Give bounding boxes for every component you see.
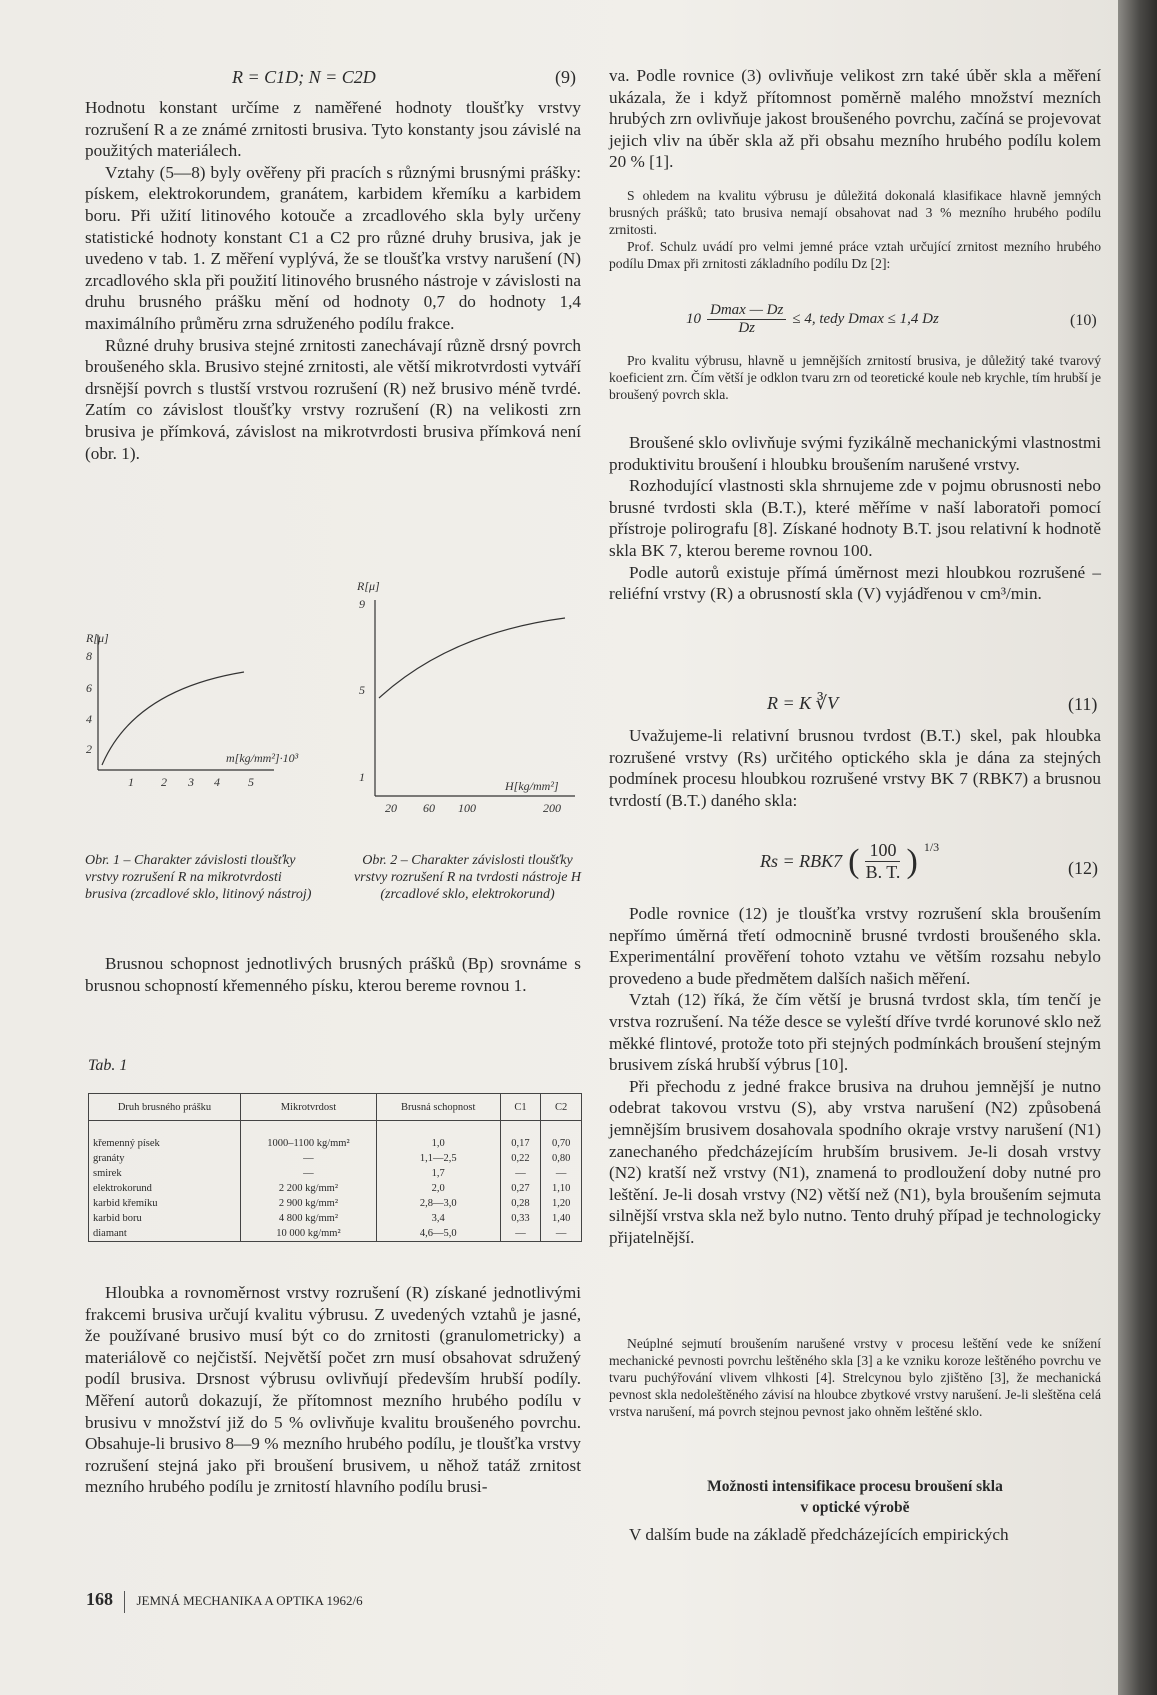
table-header: Druh brusného prášku bbox=[89, 1094, 241, 1121]
left-column-bottom bbox=[85, 1282, 581, 1498]
right-small-text-2 bbox=[609, 352, 1101, 403]
journal-name: JEMNÁ MECHANIKA A OPTIKA 1962/6 bbox=[136, 1593, 363, 1608]
x-axis-label: H[kg/mm²] bbox=[505, 779, 559, 793]
paragraph: Hloubka a rovnoměrnost vrstvy rozrušení (R) získané jednotlivými frakcemi brusiva určují kvalitu výbrusu. Z uvedených vztahů je jasné, že používané brusivo musí být co do zrnitosti (granulometricky) a materiálově co nejčistší. Největší počet zrn musí obsahovat sdružený podíl brusiva. Drsnost výbrusu ovlivňují především hrubší podíly. Měření autorů dokazují, že přítomnost mezního hrubého podílu v brusivu v množství již do 5 % ovlivňuje kvalitu broušeného povrchu. Obsahuje-li brusivo 8—9 % mezního hrubého podílu, je tloušťka vrstvy rozrušení stejná jako při broušení brusivem, u něhož tatáž zrnitost mezního hrubého podílu je zrnitostí hlavního podílu brusi- bbox=[85, 1283, 581, 1497]
paragraph: Hodnotu konstant určíme z naměřené hodnoty tloušťky vrstvy rozrušení R a ze známé zrnitosti brusiva. Tyto konstanty jsou závislé na použitých materiálech. bbox=[85, 98, 581, 161]
x-tick: 200 bbox=[543, 801, 561, 815]
paragraph: V dalším bude na základě předcházejících empirických bbox=[629, 1525, 1009, 1544]
right-column-last-line bbox=[609, 1524, 1101, 1546]
equation-11: R = K ∛V bbox=[767, 693, 839, 713]
table-row: diamant 10 000 kg/mm² 4,6—5,0 — — bbox=[89, 1226, 582, 1242]
x-tick: 100 bbox=[458, 801, 476, 815]
page-number: 168 bbox=[86, 1589, 113, 1609]
paragraph: Vztahy (5—8) byly ověřeny při pracích s různými brusnými prášky: pískem, elektrokorundem, granátem, karbidem křemíku a karbidem boru. Při užití litinového kotouče a zrcadlového skla byly určeny statistické hodnoty konstant C1 a C2 pro různé druhy brusiva, jak je uvedeno v tab. 1. Z měření vyplývá, že se tloušťka vrstvy narušení (N) zrcadlového skla při použití litinového brusného nástroje v závislosti na druhu brusného prášku mění od hodnoty 0,7 do hodnoty 1,4 maximálního průměru zrna sdruženého podílu frakce. bbox=[85, 162, 581, 333]
section-heading: Možnosti intensifikace procesu broušení skla v optické výrobě bbox=[707, 1478, 1003, 1516]
equation-12-number: (12) bbox=[1068, 858, 1098, 878]
paragraph: Brusnou schopnost jednotlivých brusných prášků (Bp) srovnáme s brusnou schopností křemenného písku, kterou bereme rovnou 1. bbox=[85, 954, 581, 995]
y-tick: 5 bbox=[359, 683, 365, 697]
equation-10-number: (10) bbox=[1070, 312, 1097, 329]
left-column-mid bbox=[85, 953, 581, 996]
table-header: Brusná schopnost bbox=[376, 1094, 500, 1121]
x-tick: 5 bbox=[248, 775, 254, 789]
right-column-mid bbox=[609, 432, 1101, 605]
paragraph: Různé druhy brusiva stejné zrnitosti zanechávají různě drsný povrch broušeného skla. Brusivo stejné zrnitosti, ale větší mikrotvrdosti vytváří drsnější povrch s tlustší vrstvou rozrušení (R) než brusivo méně tvrdé. Zatím co závislost tloušťky vrstvy rozrušení (R) na velikosti zrn brusiva je přímková, závislost na mikrotvrdosti brusiva přímková není (obr. 1). bbox=[85, 335, 581, 463]
equation-9-number: (9) bbox=[555, 67, 576, 87]
x-tick: 2 bbox=[161, 775, 167, 789]
x-tick: 4 bbox=[214, 775, 220, 789]
y-tick: 4 bbox=[86, 712, 92, 726]
x-tick: 60 bbox=[423, 801, 435, 815]
table-row: karbid boru 4 800 kg/mm² 3,4 0,33 1,40 bbox=[89, 1211, 582, 1226]
table-header: C2 bbox=[541, 1094, 582, 1121]
equation-12: Rs = RBK7 ( 100 B. T. ) 1/3 bbox=[760, 840, 940, 882]
paragraph: Rozhodující vlastnosti skla shrnujeme zde v pojmu obrusnosti nebo brusné tvrdosti skla (B.T.), které měříme v naší laboratoři pomocí přístroje polirografu [8]. Získané hodnoty B.T. jsou relativní k hodnotě skla BK 7, kterou bereme rovnou 100. bbox=[609, 476, 1101, 560]
table-header: Mikrotvrdost bbox=[241, 1094, 377, 1121]
paragraph: Podle rovnice (12) je tloušťka vrstvy rozrušení skla broušením nepřímo úměrná třetí odmocnině brusné tvrdosti broušeného skla. Experimentální prověření tohoto vztahu ve větším rozsahu nebylo provedeno a bude předmětem dalších našich měření. bbox=[609, 904, 1101, 988]
y-tick: 6 bbox=[86, 681, 92, 695]
right-small-text-3 bbox=[609, 1335, 1101, 1420]
x-tick: 1 bbox=[128, 775, 134, 789]
equation-10: 10 Dmax — Dz Dz ≤ 4, tedy Dmax ≤ 1,4 Dz bbox=[686, 302, 939, 336]
figure-1-caption: Obr. 1 – Charakter závislosti tloušťky vrstvy rozrušení R na mikrotvrdosti brusiva (zrcadlové sklo, litinový nástroj) bbox=[85, 853, 312, 902]
right-small-text-1 bbox=[609, 187, 1101, 272]
y-tick: 2 bbox=[86, 742, 92, 756]
right-column-mid-2 bbox=[609, 725, 1101, 811]
x-axis-label: m[kg/mm²]·10³ bbox=[226, 751, 299, 765]
curve bbox=[379, 618, 565, 698]
table-label: Tab. 1 bbox=[88, 1057, 128, 1074]
table-row: karbid křemíku 2 900 kg/mm² 2,8—3,0 0,28 1,20 bbox=[89, 1196, 582, 1211]
y-axis-label: R[μ] bbox=[86, 631, 109, 645]
y-tick: 1 bbox=[359, 770, 365, 784]
paragraph: Prof. Schulz uvádí pro velmi jemné práce vztah určující zrnitost mezního hrubého podílu Dmax při zrnitosti základního podílu Dz [2]: bbox=[609, 239, 1101, 271]
figure-2 bbox=[355, 578, 585, 818]
table-header: C1 bbox=[500, 1094, 541, 1121]
figure-1 bbox=[84, 620, 299, 795]
paragraph: Pro kvalitu výbrusu, hlavně u jemnějších zrnitostí brusiva, je důležitý také tvarový koeficient zrn. Čím větší je odklon tvaru zrn od teoretické koule neb krychle, tím hrubší je broušený povrch skla. bbox=[609, 353, 1101, 402]
x-tick: 3 bbox=[188, 775, 194, 789]
table-1 bbox=[88, 1093, 582, 1242]
curve bbox=[102, 672, 244, 765]
paragraph: Uvažujeme-li relativní brusnou tvrdost (B.T.) skel, pak hloubka rozrušené vrstvy (Rs) určitého optického skla je dána za stejných podmínek procesu hloubkou rozrušené vrstvy BK 7 (RBK7) a brusnou tvrdostí (B.T.) daného skla: bbox=[609, 726, 1101, 810]
page-footer bbox=[86, 1589, 363, 1613]
y-tick: 8 bbox=[86, 649, 92, 663]
x-tick: 20 bbox=[385, 801, 397, 815]
table-row: elektrokorund 2 200 kg/mm² 2,0 0,27 1,10 bbox=[89, 1181, 582, 1196]
paragraph: Neúplné sejmutí broušením narušené vrstvy v procesu leštění vede ke snížení mechanické pevnosti povrchu leštěného skla [3] a ke vzniku koroze leštěného povrchu ve tvaru puchýřování vlivem vlhkosti [4]. Strelcynou bylo zjištěno [3], že mechanická pevnost skla nedoleštěného závisí na hloubce zbytkové vrstvy narušení. Je-li sleštěna celá vrstva narušení, má povrch stejnou pevnost jako ohněm leštěné sklo. bbox=[609, 1336, 1101, 1419]
right-column-top bbox=[609, 65, 1101, 173]
paragraph: S ohledem na kvalitu výbrusu je důležitá dokonalá klasifikace hlavně jemných brusných prášků; tato brusiva nemají obsahovat nad 3 % mezního hrubého podílu zrnitosti. bbox=[609, 188, 1101, 237]
footer-divider bbox=[124, 1591, 125, 1613]
right-column-bottom bbox=[609, 903, 1101, 1249]
paragraph: Broušené sklo ovlivňuje svými fyzikálně mechanickými vlastnostmi produktivitu broušení i hloubku broušením narušené vrstvy. bbox=[609, 433, 1101, 474]
y-axis-label: R[μ] bbox=[357, 579, 380, 593]
equation-11-number: (11) bbox=[1068, 694, 1098, 714]
paragraph: va. Podle rovnice (3) ovlivňuje velikost zrn také úběr skla a měření ukázala, že i když přítomnost poměrně malého množství mezních hrubých zrn ovlivňuje jakost broušeného povrchu, začíná se projevovat jejich vliv na úběr skla až při obsahu mezního hrubého podílu kolem 20 % [1]. bbox=[609, 66, 1101, 172]
paragraph: Při přechodu z jedné frakce brusiva na druhou jemnější je nutno odebrat takovou vrstvu (S), aby vrstva narušení (N2) způsobená jemnějším brusivem dosahovala spodního okraje vrstvy narušení (N1) zanechaného předcházejícím hrubším brusivem. Je-li dosah vrstvy (N2) kratší než vrstvy (N1), znamená to prodloužení doby nutné pro leštění. Je-li dosah vrstvy (N2) větší než (N1), byla broušením sejmuta silnější vrstva skla než bylo nutno. Tento druhý případ je technologicky přijatelnější. bbox=[609, 1076, 1101, 1247]
paragraph: Podle autorů existuje přímá úměrnost mezi hloubkou rozrušené – reliéfní vrstvy (R) a obrusností skla (V) vyjádřenou v cm³/min. bbox=[609, 562, 1101, 604]
left-column-top bbox=[85, 97, 581, 464]
equation-9: R = C1D; N = C2D bbox=[232, 67, 376, 87]
paragraph: Vztah (12) říká, že čím větší je brusná tvrdost skla, tím tenčí je vrstva rozrušení. Na téže desce se vyleští dříve tvrdé korunové sklo než měkké flintové, protože toto při stejných podmínkách broušení stejným brusivem získá hrubší výbrus [10]. bbox=[609, 990, 1101, 1075]
table-row: křemenný písek 1000–1100 kg/mm² 1,0 0,17 0,70 bbox=[89, 1136, 582, 1151]
y-tick: 9 bbox=[359, 597, 365, 611]
figure-2-caption: Obr. 2 – Charakter závislosti tloušťky vrstvy rozrušení R na tvrdosti nástroje H (zrcadlové sklo, elektrokorund) bbox=[353, 853, 582, 902]
book-spine-shadow bbox=[1118, 0, 1157, 1695]
table-row: granáty — 1,1—2,5 0,22 0,80 bbox=[89, 1151, 582, 1166]
table-row: smirek — 1,7 — — bbox=[89, 1166, 582, 1181]
